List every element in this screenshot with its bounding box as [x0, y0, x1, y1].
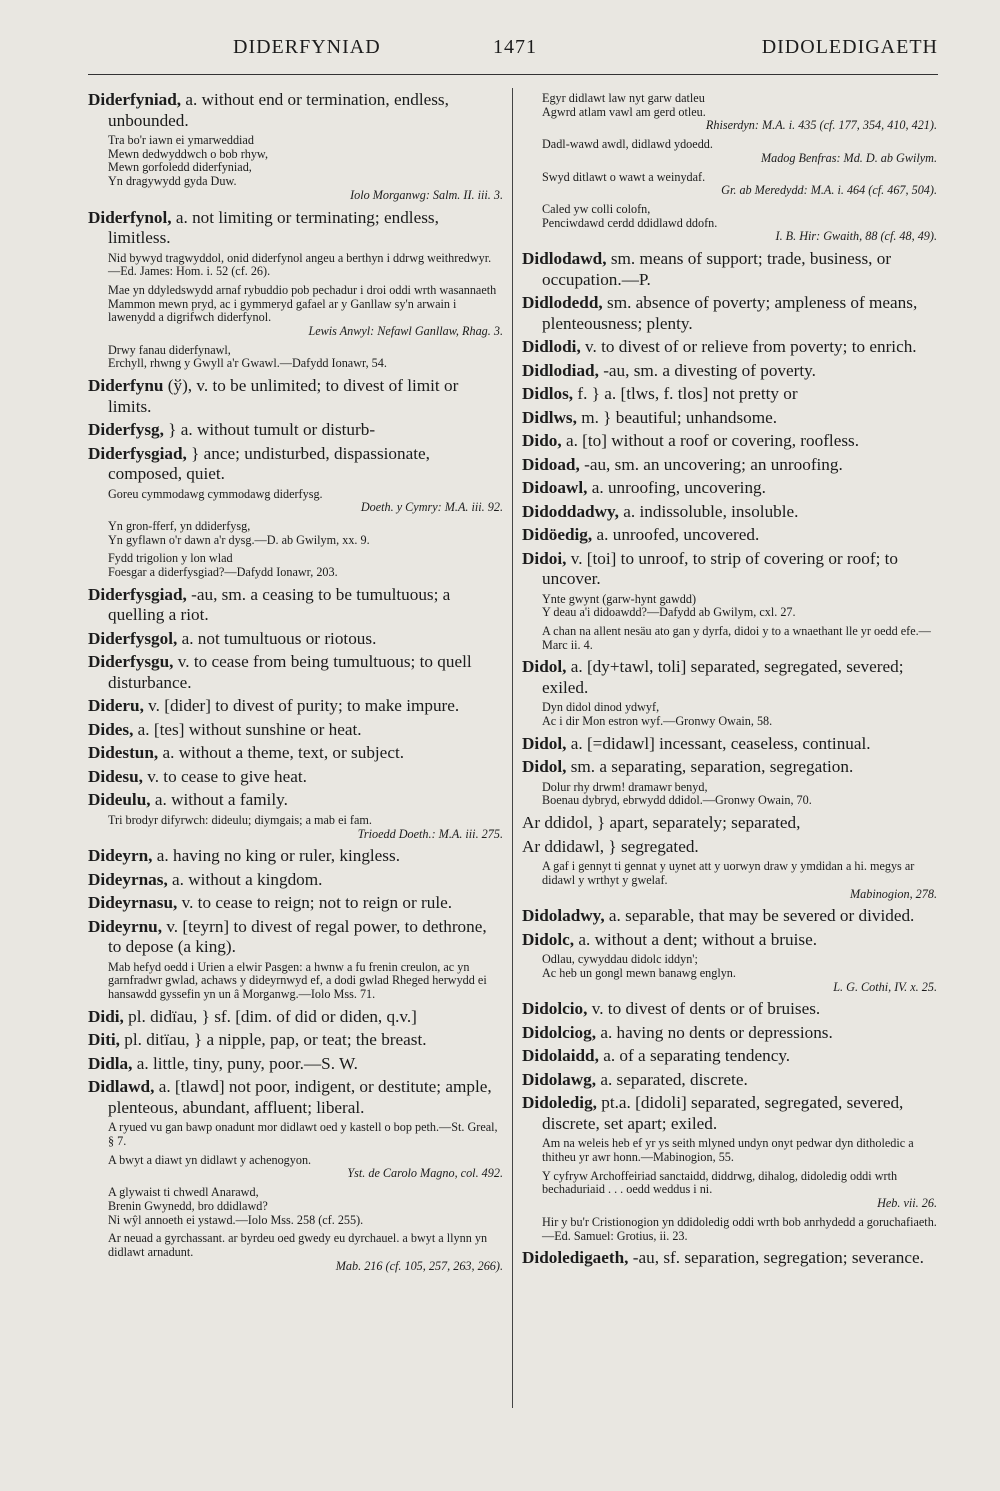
definition: sm. a separating, separation, segregation.	[566, 757, 854, 777]
citation-source: Lewis Anwyl: Nefawl Ganllaw, Rhag. 3.	[308, 324, 503, 339]
headword: Didolaidd,	[522, 1046, 599, 1066]
citation-source: Madog Benfras: Md. D. ab Gwilym.	[760, 150, 937, 165]
citation-line: Mewn dedwyddwch o bob rhyw,	[108, 146, 268, 161]
citation-line: Ni wŷl annoeth ei ystawd.—Iolo Mss. 258 (cf. 255).	[108, 1212, 364, 1227]
definition: a. [to] without a roof or covering, roofless.	[561, 431, 859, 451]
definition: a. having no king or ruler, kingless.	[152, 846, 400, 866]
definition: a. unroofing, uncovering.	[587, 478, 766, 498]
definition: -au, sf. separation, segregation; severance.	[628, 1248, 924, 1268]
headword: Didlodi,	[522, 337, 581, 357]
definition: sm. absence of poverty; ampleness of means, plenteousness; plenty.	[542, 293, 918, 333]
citation-source: Gr. ab Meredydd: M.A. i. 464 (cf. 467, 504).	[721, 183, 937, 198]
citation-source: Rhiserdyn: M.A. i. 435 (cf. 177, 354, 410, 421).	[705, 118, 937, 133]
citation-line: Goreu cymmodawg cymmodawg diderfysg.	[108, 486, 323, 501]
headword: Diderfysgiad,	[88, 443, 187, 463]
citation-line: A chan na allent nesäu ato gan y dyrfa, didoi y to a wnaethant lle yr oedd efe.—Marc ii. 4.	[542, 623, 931, 652]
citation	[88, 520, 503, 547]
definition: a. without a theme, text, or subject.	[158, 743, 405, 763]
citation-line: Mewn gorfoledd diderfyniad,	[108, 160, 252, 175]
citation	[88, 552, 503, 579]
definition: a. little, tiny, puny, poor.—S. W.	[132, 1053, 358, 1073]
headword: Didoi,	[522, 548, 567, 568]
dictionary-entry	[522, 455, 937, 476]
dictionary-entry	[522, 249, 937, 290]
dictionary-entry	[522, 549, 937, 590]
dictionary-entry	[88, 652, 503, 693]
headword: Didestun,	[88, 743, 159, 763]
citation	[88, 1232, 503, 1273]
definition: v. to divest of or relieve from poverty; to enrich.	[580, 337, 917, 357]
citation-line: Caled yw colli colofn,	[542, 201, 651, 216]
headword: Didi,	[88, 1006, 124, 1026]
dictionary-entry	[88, 870, 503, 891]
definition: sm. means of support; trade, business, or occupation.—P.	[542, 249, 892, 289]
page-number: 1471	[493, 36, 537, 58]
headword: Didolcio,	[522, 999, 588, 1019]
headword: Dideyrnas,	[88, 869, 168, 889]
dictionary-entry	[88, 208, 503, 249]
headword: Dideru,	[88, 696, 144, 716]
citation-source: Mab. 216 (cf. 105, 257, 263, 266).	[335, 1258, 503, 1273]
dictionary-entry	[88, 1077, 503, 1118]
definition: Ar ddidawl, } segregated.	[522, 836, 699, 856]
definition: a. [tlawd] not poor, indigent, or destitute; ample, plenteous, abundant, affluent; liberal.	[108, 1077, 492, 1117]
citation	[88, 488, 503, 515]
citation-line: Y cyfryw Archoffeiriad sanctaidd, diddrwg, dihalog, didoledig oddi wrth bechaduriaid . . . oedd weddus i ni.	[542, 1168, 898, 1197]
citation-line: Agwrd atlam vawl am gerd otleu.	[542, 104, 706, 119]
citation-line: Tra bo'r iawn ei ymarweddiad	[108, 133, 254, 147]
citation-source: I. B. Hir: Gwaith, 88 (cf. 48, 49).	[775, 229, 937, 244]
dictionary-entry	[522, 1248, 937, 1269]
headword: Diderfysgol,	[88, 628, 178, 648]
definition: v. [teyrn] to divest of regal power, to dethrone, to depose (a king).	[108, 916, 487, 957]
dictionary-entry	[88, 767, 503, 788]
dictionary-entry	[522, 906, 937, 927]
headword: Didol,	[522, 733, 567, 753]
dictionary-entry	[88, 585, 503, 626]
headword: Diderfysgu,	[88, 652, 174, 672]
citation-source: Iolo Morganwg: Salm. II. iii. 3.	[350, 187, 503, 202]
citation-line: Drwy fanau diderfynawl,	[108, 342, 231, 357]
dictionary-entry	[88, 376, 503, 417]
dictionary-entry	[88, 846, 503, 867]
citation-line: Penciwdawd cerdd ddidlawd ddofn.	[542, 215, 718, 230]
dictionary-entry	[88, 917, 503, 958]
citation-source: Mabinogion, 278.	[849, 886, 937, 901]
dictionary-entry	[88, 696, 503, 717]
headword: Didlodawd,	[522, 249, 607, 269]
definition: m. } beautiful; unhandsome.	[576, 407, 778, 427]
definition: a. without a dent; without a bruise.	[574, 929, 818, 949]
definition: a. without a family.	[150, 790, 288, 810]
dictionary-entry	[522, 930, 937, 951]
citation-line: Dyn didol dinod ydwyf,	[542, 700, 660, 715]
citation-source: Yst. de Carolo Magno, col. 492.	[347, 1166, 503, 1181]
definition: } a. without tumult or disturb-	[163, 420, 376, 440]
citation-line: Ac heb un gongl mewn banawg englyn.	[542, 965, 736, 980]
citation-line: Dolur rhy drwm! dramawr benyd,	[542, 779, 708, 794]
headword: Dides,	[88, 719, 134, 739]
headword: Didoledig,	[522, 1093, 597, 1113]
dictionary-entry	[522, 734, 937, 755]
header-last-word: DIDOLEDIGAETH	[761, 36, 938, 58]
citation	[522, 138, 937, 165]
citation	[88, 814, 503, 841]
citation-line: Egyr didlawt law nyt garw datleu	[542, 91, 705, 105]
citation-line: Nid bywyd tragwyddol, onid diderfynol angeu a berthyn i ddrwg weithredwyr.—Ed. James: Hom. i. 52 (cf. 26).	[108, 250, 492, 279]
dictionary-entry	[88, 1007, 503, 1028]
citation-line: Mae yn ddyledswydd arnaf rybuddio pob pechadur i droi oddi wrth wasannaeth Mammon mewn pryd, ac i gymmeryd gafael ar y Ganllaw sy'n arwain i lawenydd a digrifwch diderfynol.	[108, 282, 497, 325]
dictionary-entry	[88, 1030, 503, 1051]
dictionary-entry	[522, 657, 937, 698]
citation-line: Foesgar a diderfysgiad?—Dafydd Ionawr, 203.	[108, 565, 338, 580]
citation-line: Yn gyflawn o'r dawn a'r dysg.—D. ab Gwilym, xx. 9.	[108, 532, 370, 547]
definition: pl. didïau, } sf. [dim. of did or diden, q.v.]	[123, 1006, 417, 1026]
right-column	[522, 90, 937, 1272]
citation-line: A bwyt a diawt yn didlawt y achenogyon.	[108, 1152, 312, 1167]
headword: Diderfysgiad,	[88, 584, 187, 604]
citation-line: Hir y bu'r Cristionogion yn ddidoledig oddi wrth bob anrhydedd a goruchafiaeth.—Ed. Samuel: Grotius, ii. 23.	[542, 1214, 937, 1243]
dictionary-entry	[522, 384, 937, 405]
citation	[522, 625, 937, 652]
definition: a. indissoluble, insoluble.	[618, 501, 799, 521]
headword: Didlos,	[522, 384, 574, 404]
citation-line: A ryued vu gan bawp onadunt mor didlawt oed y kastell o bop peth.—St. Greal, § 7.	[108, 1120, 498, 1149]
citation-line: A glywaist ti chwedl Anarawd,	[108, 1185, 259, 1200]
headword: Didlodedd,	[522, 293, 603, 313]
definition: a. separable, that may be severed or divided.	[604, 906, 915, 926]
headword: Dideyrnu,	[88, 916, 163, 936]
citation-line: Am na weleis heb ef yr ys seith mlyned undyn onyt pedwar dyn ditholedic a thitheu yr awr honn.—Mabinogion, 55.	[542, 1136, 914, 1165]
headword: Dideyrn,	[88, 846, 153, 866]
citation	[88, 1154, 503, 1181]
definition: v. [toi] to unroof, to strip of covering or roof; to uncover.	[542, 548, 899, 589]
header-rule	[88, 74, 938, 75]
definition: a. separated, discrete.	[596, 1069, 748, 1089]
definition: (ў), v. to be unlimited; to divest of limit or limits.	[108, 376, 459, 416]
citation	[522, 92, 937, 133]
headword: Diderfysg,	[88, 420, 164, 440]
citation	[522, 953, 937, 994]
citation-line: Dadl-wawd awdl, didlawd ydoedd.	[542, 137, 713, 152]
citation	[88, 284, 503, 339]
dictionary-entry	[522, 408, 937, 429]
dictionary-entry	[522, 1070, 937, 1091]
headword: Didöedig,	[522, 525, 593, 545]
citation-line: Yn gron-fferf, yn ddiderfysg,	[108, 519, 251, 534]
definition: -au, sm. a divesting of poverty.	[598, 360, 816, 380]
dictionary-entry	[88, 1054, 503, 1075]
definition: Ar ddidol, } apart, separately; separated,	[522, 813, 801, 833]
citation-line: Swyd ditlawt o wawt a weinydaf.	[542, 169, 706, 184]
citation-line: Y deau a'i didoawdd?—Dafydd ab Gwilym, cxl. 27.	[542, 605, 796, 620]
dictionary-entry	[522, 999, 937, 1020]
citation	[522, 171, 937, 198]
headword: Didoladwy,	[522, 906, 605, 926]
headword: Dideyrnasu,	[88, 893, 178, 913]
headword: Didol,	[522, 757, 567, 777]
headword: Diderfynol,	[88, 207, 172, 227]
definition: a. without a kingdom.	[167, 869, 323, 889]
definition: -au, sm. a ceasing to be tumultuous; a quelling a riot.	[108, 584, 451, 625]
citation-line: Mab hefyd oedd i Urien a elwir Pasgen: a hwnw a fu frenin creulon, ac yn garnfradwr gwlad, achaws y dideyrnwyd ef, a dodi gwlad Rheged herwydd ei hansawdd gyssefin yn un â Morganwg.—Iolo Mss. 71.	[108, 959, 487, 1002]
dictionary-entry	[88, 743, 503, 764]
dictionary-entry	[88, 893, 503, 914]
dictionary-entry	[88, 629, 503, 650]
headword: Didol,	[522, 657, 567, 677]
citation-source: Doeth. y Cymry: M.A. iii. 92.	[360, 500, 503, 515]
dictionary-entry	[522, 1023, 937, 1044]
citation-line: Boenau dybryd, ebrwydd ddidol.—Gronwy Owain, 70.	[542, 793, 812, 808]
citation-line: Brenin Gwynedd, bro ddidlawd?	[108, 1198, 268, 1213]
headword: Didolc,	[522, 929, 575, 949]
dictionary-entry	[88, 720, 503, 741]
headword: Didoad,	[522, 454, 580, 474]
definition: a. [tes] without sunshine or heat.	[133, 719, 362, 739]
citation	[522, 781, 937, 808]
dictionary-entry	[522, 502, 937, 523]
dictionary-entry	[522, 1046, 937, 1067]
citation-source: Heb. vii. 26.	[877, 1196, 937, 1211]
column-divider	[512, 88, 513, 1408]
citation-source: Trioedd Doeth.: M.A. iii. 275.	[357, 826, 503, 841]
citation-line: A gaf i gennyt ti gennat y uynet att y uorwyn draw y ymdidan a hi. megys ar didawl y wrthyt y gwelaf.	[542, 859, 915, 887]
citation-line: Fydd trigolion y lon wlad	[108, 551, 233, 566]
definition: -au, sm. an uncovering; an unroofing.	[579, 454, 843, 474]
dictionary-entry	[522, 431, 937, 452]
dictionary-entry	[522, 361, 937, 382]
headword: Didoawl,	[522, 478, 588, 498]
definition: a. not limiting or terminating; endless, limitless.	[108, 207, 439, 248]
header-first-word: DIDERFYNIAD	[233, 36, 381, 58]
headword: Diderfyniad,	[88, 90, 182, 109]
definition: a. [=didawl] incessant, ceaseless, continual.	[566, 733, 871, 753]
definition: v. to cease to give heat.	[142, 766, 307, 786]
dictionary-entry	[522, 293, 937, 334]
citation-line: Erchyll, rhwng y Gwyll a'r Gwawl.—Dafydd Ionawr, 54.	[108, 356, 387, 371]
headword: Dideulu,	[88, 790, 151, 810]
headword: Didesu,	[88, 766, 143, 786]
citation	[522, 593, 937, 620]
headword: Didla,	[88, 1053, 133, 1073]
citation	[522, 701, 937, 728]
citation	[522, 860, 937, 901]
dictionary-entry	[522, 813, 937, 834]
citation	[88, 344, 503, 371]
citation	[522, 1216, 937, 1243]
citation	[88, 1121, 503, 1148]
headword: Didoledigaeth,	[522, 1248, 629, 1268]
left-column	[88, 90, 503, 1278]
citation	[88, 252, 503, 279]
dictionary-entry	[522, 1093, 937, 1134]
definition: v. to cease from being tumultuous; to quell disturbance.	[108, 652, 472, 692]
dictionary-entry	[522, 757, 937, 778]
definition: v. [dider] to divest of purity; to make impure.	[143, 696, 460, 716]
headword: Didlodiad,	[522, 360, 599, 380]
dictionary-entry	[88, 444, 503, 485]
definition: a. of a separating tendency.	[598, 1046, 791, 1066]
citation	[522, 1137, 937, 1164]
headword: Diti,	[88, 1030, 120, 1050]
running-header	[88, 36, 938, 66]
definition: a. having no dents or depressions.	[596, 1022, 833, 1042]
citation-line: Ac i dir Mon estron wyf.—Gronwy Owain, 58.	[542, 714, 773, 729]
definition: } ance; undisturbed, dispassionate, composed, quiet.	[108, 443, 430, 484]
definition: pl. ditïau, } a nipple, pap, or teat; the breast.	[119, 1030, 427, 1050]
definition: a. [dy+tawl, toli] separated, segregated, severed; exiled.	[542, 657, 904, 697]
definition: f. } a. [tlws, f. tlos] not pretty or	[573, 384, 798, 404]
definition: a. not tumultuous or riotous.	[177, 628, 377, 648]
dictionary-entry	[522, 478, 937, 499]
citation-source: L. G. Cothi, IV. x. 25.	[833, 979, 937, 994]
dictionary-entry	[88, 420, 503, 441]
citation-line: Ynte gwynt (garw-hynt gawdd)	[542, 591, 696, 606]
citation	[88, 1186, 503, 1227]
headword: Didolawg,	[522, 1069, 597, 1089]
headword: Didlws,	[522, 407, 577, 427]
headword: Dido,	[522, 431, 562, 451]
citation-line: Tri brodyr difyrwch: dideulu; diymgais; a mab ei fam.	[108, 812, 372, 827]
definition: a. unroofed, uncovered.	[592, 525, 760, 545]
citation	[88, 961, 503, 1002]
citation-line: Odlau, cywyddau didolc iddyn';	[542, 952, 698, 967]
definition: a. without end or termination, endless, unbounded.	[108, 90, 449, 130]
headword: Didolciog,	[522, 1022, 597, 1042]
dictionary-entry	[522, 337, 937, 358]
headword: Diderfynu	[88, 376, 164, 396]
dictionary-entry	[88, 790, 503, 811]
definition: v. to divest of dents or of bruises.	[587, 999, 821, 1019]
headword: Didlawd,	[88, 1077, 155, 1097]
dictionary-entry	[88, 90, 503, 131]
citation	[88, 134, 503, 203]
citation	[522, 203, 937, 244]
dictionary-entry	[522, 525, 937, 546]
citation-line: Ar neuad a gyrchassant. ar byrdeu oed gwedy eu dyrchauel. a bwyt a llynn yn didlawt arnadunt.	[108, 1231, 488, 1259]
definition: pt.a. [didoli] separated, segregated, severed, discrete, set apart; exiled.	[542, 1093, 904, 1133]
headword: Didoddadwy,	[522, 501, 619, 521]
citation-line: Yn dragywydd gyda Duw.	[108, 174, 237, 189]
definition: v. to cease to reign; not to reign or rule.	[177, 893, 453, 913]
citation	[522, 1170, 937, 1211]
dictionary-entry	[522, 837, 937, 858]
